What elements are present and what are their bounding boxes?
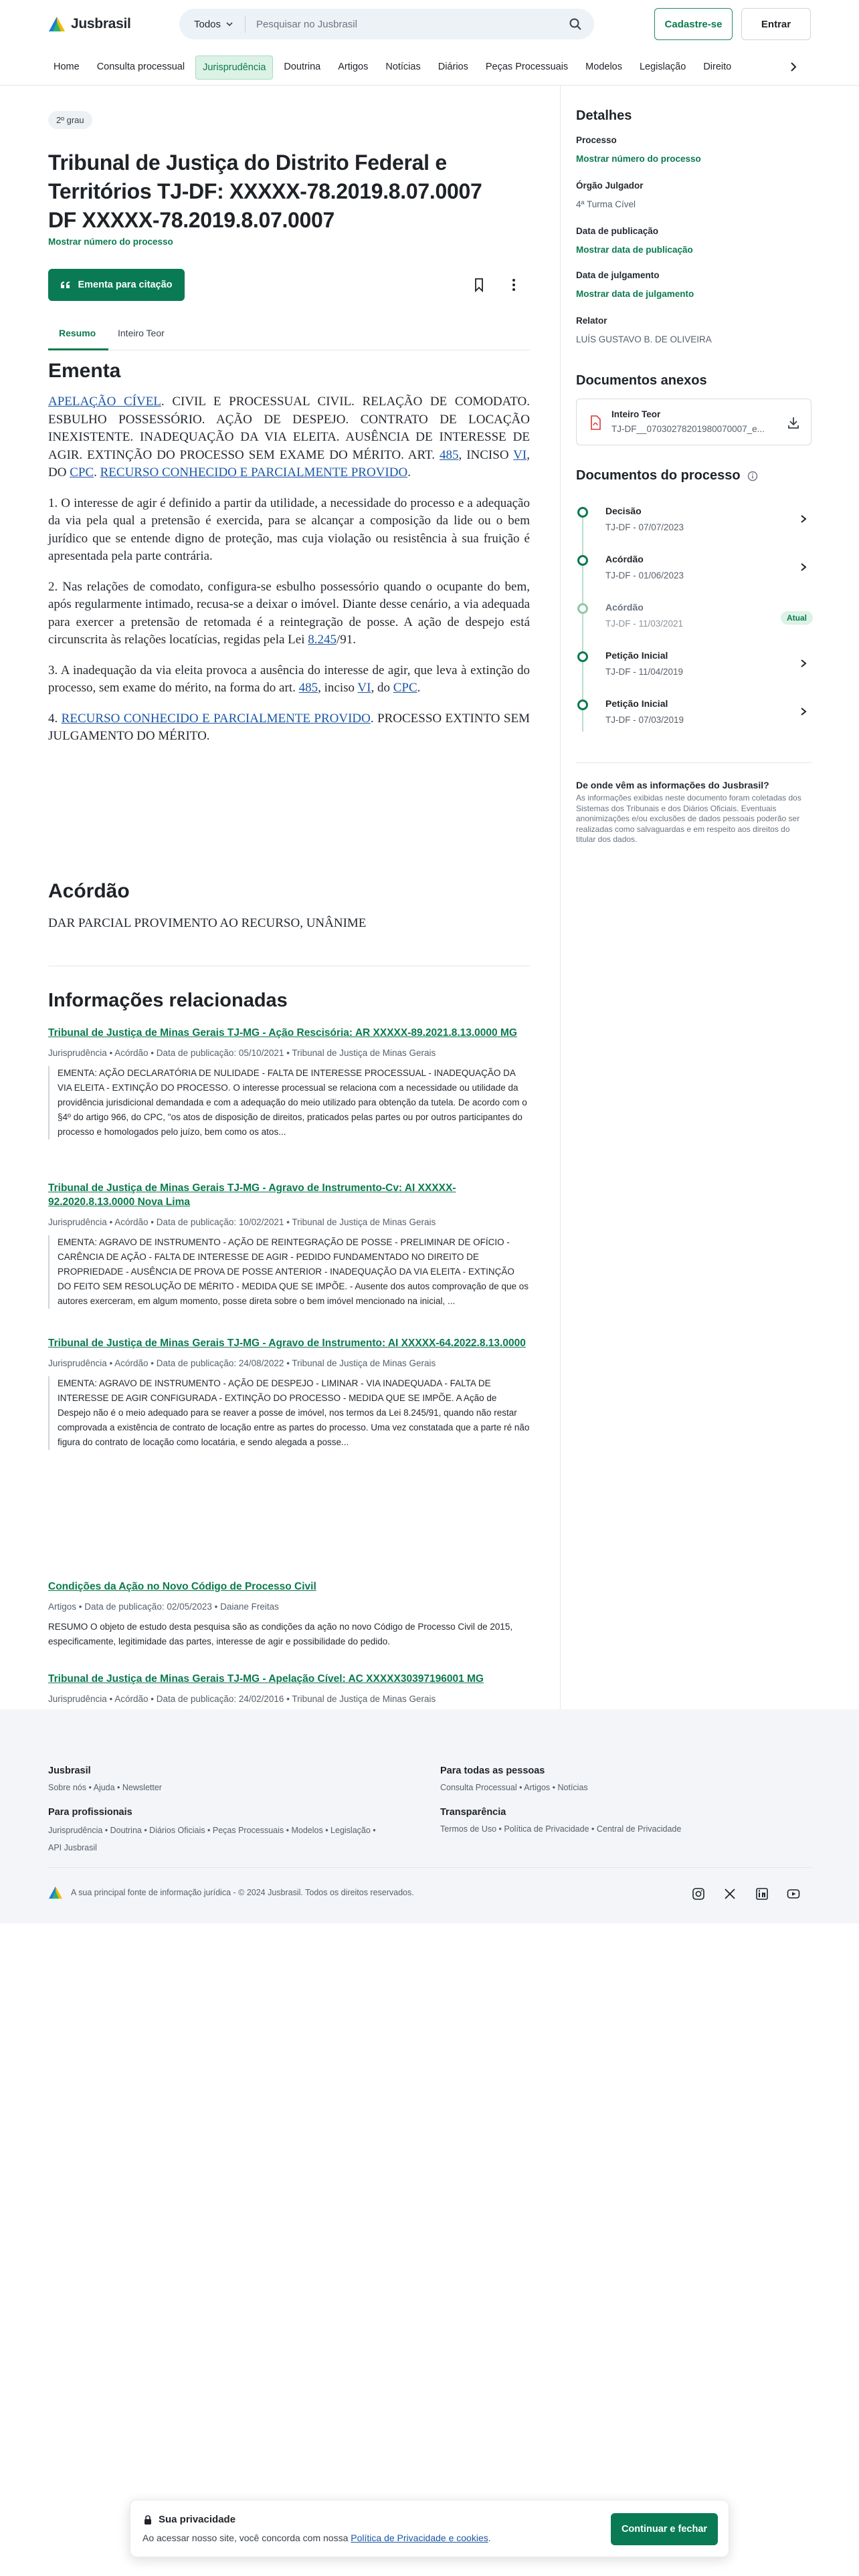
related-item (48, 1336, 530, 1450)
sidebar-divider (560, 86, 561, 1711)
footer-links-line[interactable]: API Jusbrasil (48, 1843, 97, 1852)
footer-heading: Para profissionais (48, 1807, 132, 1818)
instance-badge: 2º grau (48, 111, 92, 129)
timeline-title: Petição Inicial (605, 698, 668, 709)
detail-value: LUÍS GUSTAVO B. DE OLIVEIRA (576, 334, 712, 344)
show-judgment-date-link[interactable]: Mostrar data de julgamento (576, 289, 694, 299)
related-item (48, 1181, 530, 1309)
page-title (48, 148, 530, 235)
instagram-icon[interactable] (692, 1887, 705, 1901)
related-excerpt: RESUMO O objeto de estudo desta pesquisa são as condições da ação no novo Código de Processo Civil de 2015, especificamente, legitimidade das partes, interesse de agir e possibilidade do pedido. (48, 1622, 513, 1646)
login-button[interactable]: Entrar (741, 8, 811, 40)
ementa-span: 4. (48, 711, 58, 726)
chevron-right-icon (798, 706, 809, 717)
ementa-span: . (417, 681, 421, 695)
search-scope-select[interactable] (179, 15, 246, 33)
related-title-link[interactable]: Tribunal de Justiça de Minas Gerais TJ-MG - Apelação Cível: AC XXXXX30397196001 MG (48, 1673, 484, 1685)
ementa-link[interactable]: APELAÇÃO CÍVEL (48, 395, 161, 409)
show-process-number-link[interactable]: Mostrar número do processo (48, 237, 173, 247)
chevron-right-icon (798, 514, 809, 524)
nav-item-pecas-processuais[interactable]: Peças Processuais (485, 62, 569, 72)
privacy-title: Sua privacidade (159, 2514, 236, 2525)
timeline-sub: TJ-DF - 11/03/2021 (605, 619, 684, 629)
related-meta: Jurisprudência • Acórdão • Data de publicação: 24/08/2022 • Tribunal de Justiça de Minas Gerais (48, 1358, 436, 1368)
docs-heading: Documentos do processo (576, 468, 741, 483)
footer-heading: Transparência (440, 1807, 506, 1818)
ementa-link[interactable]: 485 (439, 447, 459, 462)
footer-col-jusbrasil (48, 1765, 162, 1792)
ementa-citation-label: Ementa para citação (78, 280, 173, 290)
acordao-heading: Acórdão (48, 880, 130, 902)
related-item (48, 1580, 530, 1649)
timeline-item[interactable] (576, 548, 812, 588)
search-scope-label: Todos (194, 18, 221, 30)
related-title-link[interactable]: Tribunal de Justiça de Minas Gerais TJ-MG - Agravo de Instrumento-Cv: AI XXXXX-92.2020.8.13.0000 Nova Lima (48, 1182, 456, 1208)
ementa-span: . (407, 465, 411, 479)
footer-bottom (48, 1886, 414, 1899)
nav-item-diarios[interactable]: Diários (438, 62, 468, 72)
top-header (0, 0, 859, 48)
ementa-link[interactable]: CPC (393, 681, 417, 695)
ementa-link[interactable]: 8.245 (308, 633, 337, 647)
footer-links[interactable]: Termos de Uso • Política de Privacidade • Central de Privacidade (440, 1824, 682, 1834)
ementa-span: . PROCESSO EXTINTO SEM JULGAMENTO DO MÉRITO. (48, 711, 530, 743)
related-meta: Jurisprudência • Acórdão • Data de publicação: 24/02/2016 • Tribunal de Justiça de Minas Gerais (48, 1694, 436, 1704)
footer-heading: Jusbrasil (48, 1765, 91, 1776)
source-heading: De onde vêm as informações do Jusbrasil? (576, 780, 769, 790)
footer-links[interactable]: Sobre nós • Ajuda • Newsletter (48, 1783, 162, 1792)
ementa-paragraph: 1. O interesse de agir é definido a partir da utilidade, a necessidade do processo e a adequação da via pela qual a pretensão é exercida, para se alcançar a composição da lide ou o bem jurídico que se entende digno de proteção, mas cuja violação ou resistência à sua fruição é apresentada pela parte contrária. (48, 496, 530, 563)
nav-item-home[interactable]: Home (54, 62, 80, 72)
timeline-dot (577, 603, 588, 614)
tab-inteiro-teor[interactable]: Inteiro Teor (118, 328, 165, 338)
detail-label: Processo (576, 135, 617, 145)
timeline-dot (577, 700, 588, 710)
current-badge: Atual (781, 611, 813, 625)
ementa-span: 3. A inadequação da via eleita provoca a ausência do interesse de agir, que leva à extinção do processo, sem exame do mérito, na forma do art. (48, 663, 530, 695)
chevron-down-icon (226, 21, 233, 27)
nav-item-noticias[interactable]: Notícias (385, 62, 421, 72)
ementa-link[interactable]: VI (513, 447, 527, 462)
ementa-link[interactable]: RECURSO CONHECIDO E PARCIALMENTE PROVIDO (100, 465, 408, 479)
ementa-span: , do (371, 681, 390, 695)
chevron-right-icon[interactable] (787, 60, 800, 74)
search-icon[interactable] (569, 17, 582, 31)
nav-item-modelos[interactable]: Modelos (585, 62, 622, 72)
timeline-sub: TJ-DF - 11/04/2019 (605, 667, 684, 677)
ementa-link[interactable]: VI (357, 681, 371, 695)
info-icon[interactable] (747, 471, 758, 481)
footer-divider (48, 1867, 811, 1868)
timeline-sub: TJ-DF - 07/03/2019 (605, 715, 684, 725)
download-icon[interactable] (787, 415, 800, 430)
sidebar-divider (576, 762, 812, 763)
timeline-item[interactable] (576, 500, 812, 540)
ementa-span: . CIVIL E PROCESSUAL CIVIL. RELAÇÃO DE COMODATO. ESBULHO POSSESSÓRIO. AÇÃO DE DESPEJO. CONTRATO DE LOCAÇÃO INEXISTENTE. INADEQUAÇÃO DA VIA ELEITA. AUSÊNCIA DE INTERESSE DE AGIR. EXTINÇÃO DO PROCESSO SEM EXAME DO MÉRITO. ART. (48, 395, 530, 462)
copyright-text: A sua principal fonte de informação jurídica - © 2024 Jusbrasil. Todos os direitos reservados. (71, 1888, 414, 1897)
ementa-paragraph (48, 662, 530, 697)
related-meta: Artigos • Data de publicação: 02/05/2023 • Daiane Freitas (48, 1602, 279, 1612)
search-bar (179, 9, 594, 39)
privacy-policy-link[interactable]: Política de Privacidade e cookies (351, 2533, 488, 2543)
privacy-text (142, 2533, 491, 2543)
timeline-dot (577, 507, 588, 518)
detail-label: Data de publicação (576, 226, 659, 236)
page-title-line: Tribunal de Justiça do Distrito Federal e (48, 150, 447, 175)
footer-links (48, 1822, 376, 1856)
acordao-text: DAR PARCIAL PROVIMENTO AO RECURSO, UNÂNIME (48, 916, 367, 930)
ementa-span: , inciso (318, 681, 355, 695)
jusbrasil-logo[interactable] (48, 15, 131, 33)
ementa-paragraph (48, 710, 530, 746)
timeline-title: Decisão (605, 506, 642, 516)
annex-title: Inteiro Teor (611, 409, 661, 419)
annex-filename: TJ-DF__07030278201980070007_e... (611, 424, 765, 434)
lock-icon (142, 2514, 153, 2525)
ementa-link[interactable]: RECURSO CONHECIDO E PARCIALMENTE PROVIDO (61, 711, 371, 726)
ementa-paragraph (48, 393, 530, 482)
detail-value: 4ª Turma Cível (576, 199, 636, 209)
ementa-span: 2. Nas relações de comodato, configura-se esbulho possessório quando o ocupante do bem, após regularmente intimado, recusa-se a deixar o imóvel. Diante desse cenário, a via adequada para exercer a pretensão de retomada é a reintegração de posse. A ação de despejo está circunscrita às relações locatícias, regidas pela Lei (48, 579, 530, 647)
privacy-banner (130, 2500, 729, 2557)
x-twitter-icon[interactable] (723, 1887, 737, 1901)
page-title-line: Territórios TJ-DF: XXXXX-78.2019.8.07.0007 (48, 179, 482, 203)
ementa-span: , DO (48, 447, 530, 479)
ementa-span: /91. (337, 633, 357, 647)
footer-links-line[interactable]: Jurisprudência • Doutrina • Diários Oficiais • Peças Processuais • Modelos • Legislação • (48, 1826, 376, 1835)
show-process-link[interactable]: Mostrar número do processo (576, 154, 701, 164)
timeline-sub: TJ-DF - 07/07/2023 (605, 522, 684, 532)
nav-item-consulta-processual[interactable]: Consulta processual (96, 62, 185, 72)
related-title-link[interactable]: Tribunal de Justiça de Minas Gerais TJ-MG - Ação Rescisória: AR XXXXX-89.2021.8.13.0000 MG (48, 1027, 517, 1039)
timeline-item[interactable] (576, 693, 812, 733)
jusbrasil-logo-icon (48, 16, 66, 32)
quote-icon (60, 281, 71, 289)
jusbrasil-logo-icon (48, 1886, 63, 1899)
related-title-link[interactable]: Condições da Ação no Novo Código de Processo Civil (48, 1581, 316, 1592)
privacy-text-end: . (488, 2533, 491, 2543)
docs-heading-row (576, 468, 758, 484)
pdf-icon (589, 415, 602, 430)
related-excerpt: EMENTA: AGRAVO DE INSTRUMENTO - AÇÃO DE REINTEGRAÇÃO DE POSSE - PRELIMINAR DE OFÍCIO - CARÊNCIA DE AÇÃO - FALTA DE INTERESSE DE AGIR - PEDIDO FUNDAMENTADO NO DIREITO DE PROPRIEDADE - AUSÊNCIA DE PROVA DE POSSE ANTERIOR - INADEQUAÇÃO DA VIA ELEITA - EXTINÇÃO DO FEITO SEM RESOLUÇÃO DE MÉRITO - MEDIDA QUE SE IMPÕE. - Ausente dos autos comprovação de que os autores exerceram, em algum momento, posse direta sobre o bem imóvel mencionado na inicial, ... (48, 1235, 530, 1309)
related-excerpt: EMENTA: AÇÃO DECLARATÓRIA DE NULIDADE - FALTA DE INTERESSE PROCESSUAL - INADEQUAÇÃO DA VIA ELEITA - EXTINÇÃO DO PROCESSO. O interesse processual se relaciona com a necessidade ou utilidade da providência jurisdicional demandada e com a adequação do meio utilizado para obtenção da tutela. De acordo com o §4º do artigo 966, do CPC, "os atos de disposição de direitos, praticados pelas partes ou por outros participantes do processo e homologados pelo juízo, bem como os atos... (48, 1066, 530, 1140)
bookmark-icon[interactable] (472, 278, 486, 292)
nav-item-artigos[interactable]: Artigos (338, 62, 369, 72)
related-item (48, 1026, 530, 1140)
ementa-link[interactable]: 485 (298, 681, 318, 695)
ementa-citation-button[interactable] (48, 269, 185, 301)
timeline-item[interactable] (576, 645, 812, 685)
related-meta: Jurisprudência • Acórdão • Data de publicação: 10/02/2021 • Tribunal de Justiça de Minas Gerais (48, 1217, 436, 1227)
related-excerpt: EMENTA: AGRAVO DE INSTRUMENTO - AÇÃO DE DESPEJO - LIMINAR - VIA INADEQUADA - FALTA DE INTERESSE DE AGIR CONFIGURADA - EXTINÇÃO DO PROCESSO - MEDIDA QUE SE IMPÕE. A Ação de Despejo não é o meio adequado para se reaver a posse de imóvel, nos termos da Lei 8.245/91, quando não restar comprovada a existência de contrato de locação entre as partes do processo. Uma vez constatada que a parte ré não figura do contrato de locação como locatária, e sendo alegada a posse... (48, 1376, 530, 1450)
timeline-title: Acórdão (605, 554, 644, 564)
nav-items (47, 56, 783, 80)
signup-button[interactable]: Cadastre-se (654, 8, 733, 40)
ementa-paragraph (48, 578, 530, 649)
tab-resumo[interactable]: Resumo (59, 328, 96, 338)
timeline-dot (577, 651, 588, 662)
privacy-text-body: Ao acessar nosso site, você concorda com nossa (142, 2533, 349, 2543)
detail-label: Data de julgamento (576, 270, 660, 280)
page-title-line: DF XXXXX-78.2019.8.07.0007 (48, 208, 335, 232)
related-heading: Informações relacionadas (48, 990, 288, 1011)
accept-close-button[interactable]: Continuar e fechar (611, 2513, 718, 2545)
details-heading: Detalhes (576, 108, 632, 123)
chevron-right-icon (798, 562, 809, 572)
more-vertical-icon[interactable] (507, 278, 520, 292)
footer-col-transparency (440, 1807, 681, 1834)
ementa-link[interactable]: CPC (70, 465, 94, 479)
footer-col-people (440, 1765, 588, 1792)
ementa-heading: Ementa (48, 360, 121, 382)
timeline-sub: TJ-DF - 01/06/2023 (605, 570, 684, 580)
nav-item-direito[interactable]: Direito (703, 62, 732, 72)
show-publication-date-link[interactable]: Mostrar data de publicação (576, 245, 693, 255)
footer-links[interactable]: Consulta Processual • Artigos • Notícias (440, 1783, 588, 1792)
annex-heading: Documentos anexos (576, 373, 707, 388)
search-input[interactable] (246, 19, 569, 30)
ementa-span: , INCISO (458, 447, 509, 462)
ementa-span: . (94, 465, 97, 479)
timeline-title: Acórdão (605, 602, 644, 613)
nav-item-legislacao[interactable]: Legislação (639, 62, 686, 72)
footer-col-professionals (48, 1807, 376, 1856)
annex-card[interactable] (576, 399, 812, 445)
related-meta: Jurisprudência • Acórdão • Data de publicação: 05/10/2021 • Tribunal de Justiça de Minas Gerais (48, 1048, 436, 1058)
active-tab-indicator (48, 348, 108, 350)
nav-item-jurisprudencia[interactable]: Jurisprudência (195, 56, 273, 80)
youtube-icon[interactable] (787, 1887, 800, 1901)
timeline-item-current (576, 597, 812, 637)
timeline-dot (577, 555, 588, 566)
source-text: As informações exibidas neste documento foram coletadas dos Sistemas dos Tribunais e dos Diários Oficiais. Eventuais anonimizações e/ou exclusões de dados pessoais poderão ser realizadas como salvaguardas e em respeito aos direitos do titular dos dados. (576, 793, 801, 844)
linkedin-icon[interactable] (755, 1887, 769, 1901)
detail-label: Relator (576, 316, 607, 326)
footer-heading: Para todas as pessoas (440, 1765, 545, 1776)
timeline-title: Petição Inicial (605, 650, 668, 661)
logo-text: Jusbrasil (71, 16, 131, 31)
chevron-right-icon (798, 658, 809, 669)
content-tabs (48, 318, 530, 350)
footer (0, 1709, 859, 1923)
related-title-link[interactable]: Tribunal de Justiça de Minas Gerais TJ-MG - Agravo de Instrumento: AI XXXXX-64.2022.8.13.0000 (48, 1337, 526, 1349)
main-nav (0, 48, 859, 86)
ementa-text (48, 393, 530, 758)
nav-item-doutrina[interactable]: Doutrina (284, 62, 321, 72)
detail-label: Órgão Julgador (576, 181, 644, 191)
